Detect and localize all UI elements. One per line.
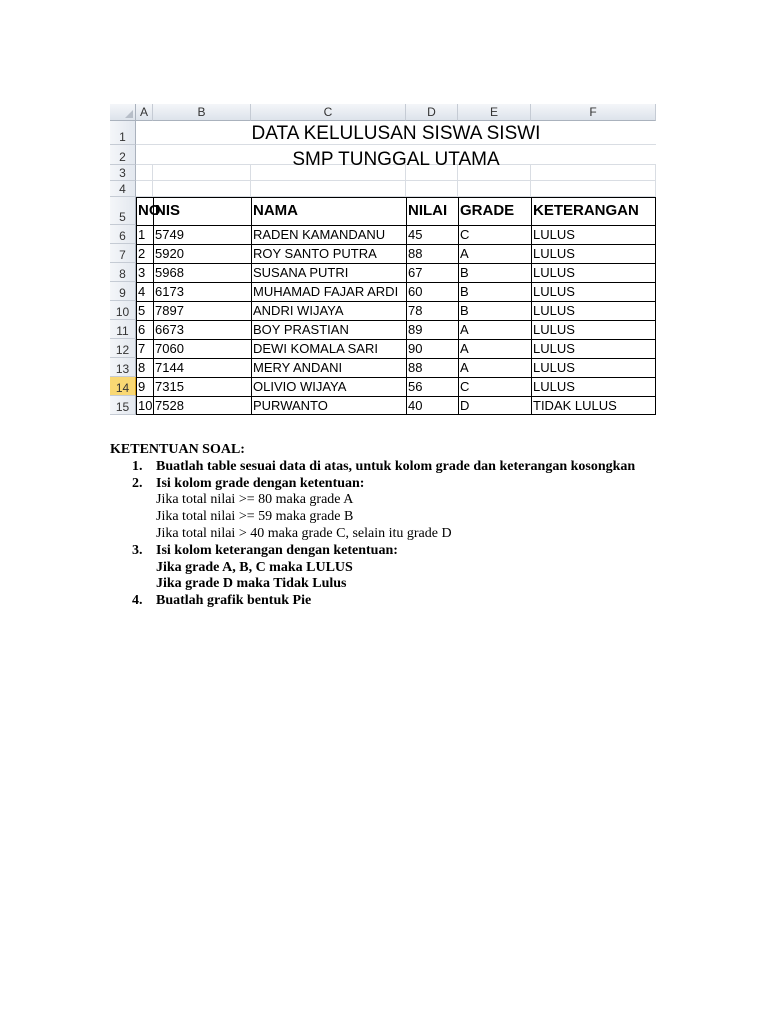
cell-no: 3 (138, 265, 146, 280)
cell-keterangan: LULUS (533, 360, 575, 375)
row-header-13: 13 (110, 358, 136, 377)
row-header-12: 12 (110, 339, 136, 358)
cell-nis: 5920 (155, 246, 184, 261)
cell-keterangan: LULUS (533, 341, 575, 356)
select-all-corner (110, 104, 136, 121)
cell-keterangan: LULUS (533, 246, 575, 261)
cell-grade: B (460, 265, 469, 280)
cell-nama: ANDRI WIJAYA (253, 303, 344, 318)
item-line: Jika total nilai >= 59 maka grade B (156, 509, 354, 525)
cell-nilai: 45 (408, 227, 423, 242)
cell-nis: 7528 (155, 398, 184, 413)
cell-nama: MUHAMAD FAJAR ARDI (253, 284, 399, 299)
item-line: Jika total nilai >= 80 maka grade A (156, 492, 354, 508)
row-header-4: 4 (110, 181, 136, 197)
row-header-10: 10 (110, 301, 136, 320)
row-header-15: 15 (110, 396, 136, 415)
cell-keterangan: LULUS (533, 227, 575, 242)
cell-nilai: 56 (408, 379, 423, 394)
cell-no: 4 (138, 284, 146, 299)
item-title: Isi kolom grade dengan ketentuan: (156, 475, 365, 491)
item-text: Buatlah table sesuai data di atas, untuk kolom grade dan keterangan kosongkan (156, 458, 636, 474)
cell-nama: PURWANTO (253, 398, 328, 413)
cell-nis: 7315 (155, 379, 184, 394)
sheet-title-line1: DATA KELULUSAN SISWA SISWI (251, 123, 541, 144)
cell-grade: A (460, 360, 469, 375)
cell-nilai: 90 (408, 341, 423, 356)
cell-nama: BOY PRASTIAN (253, 322, 349, 337)
cell-nilai: 88 (408, 246, 423, 261)
instruction-item-1 (110, 459, 658, 476)
cell-nilai: 60 (408, 284, 423, 299)
row-header-5: 5 (110, 197, 136, 225)
cell-no: 9 (138, 379, 146, 394)
cell-no: 1 (138, 227, 146, 242)
table-border (136, 414, 656, 415)
table-border (136, 282, 656, 283)
cell-nis: 5749 (155, 227, 184, 242)
cell-nama: SUSANA PUTRI (253, 265, 349, 280)
cell-nis: 6673 (155, 322, 184, 337)
cell-grade: A (460, 246, 469, 261)
cell-nis: 7897 (155, 303, 184, 318)
cell-no: 10 (138, 398, 153, 413)
table-border (136, 320, 656, 321)
column-header-d: D (406, 104, 458, 121)
cell-grade: C (460, 227, 470, 242)
row-header-2: 2 (110, 145, 136, 165)
cell-keterangan: LULUS (533, 265, 575, 280)
cell-keterangan: TIDAK LULUS (533, 398, 617, 413)
instruction-item-3 (110, 543, 658, 593)
row-header-11: 11 (110, 320, 136, 339)
instruction-item-4 (110, 593, 658, 610)
cell-nama: DEWI KOMALA SARI (253, 341, 378, 356)
column-header-c: C (251, 104, 406, 121)
cell-grade: A (460, 322, 469, 337)
cell-grade: A (460, 341, 469, 356)
instruction-item-2 (110, 476, 658, 543)
header-keterangan: KETERANGAN (533, 202, 639, 219)
cell-nis: 7060 (155, 341, 184, 356)
cell-no: 6 (138, 322, 146, 337)
header-nis: NIS (155, 202, 181, 219)
cell-no: 8 (138, 360, 146, 375)
table-border (136, 263, 656, 264)
instructions (110, 442, 658, 610)
spreadsheet-screenshot (110, 104, 656, 422)
column-header-f: F (531, 104, 656, 121)
cell-no: 2 (138, 246, 146, 261)
instructions-heading: KETENTUAN SOAL: (110, 442, 245, 457)
cell-keterangan: LULUS (533, 322, 575, 337)
cell-keterangan: LULUS (533, 303, 575, 318)
table-border (136, 244, 656, 245)
item-number: 4. (132, 593, 143, 609)
row-header-7: 7 (110, 244, 136, 263)
cell-grade: B (460, 303, 469, 318)
row-header-9: 9 (110, 282, 136, 301)
item-number: 3. (132, 542, 143, 558)
table-border (136, 197, 656, 198)
cell-nilai: 67 (408, 265, 423, 280)
table-border (136, 396, 656, 397)
cell-nama: OLIVIO WIJAYA (253, 379, 347, 394)
cell-grade: D (460, 398, 470, 413)
table-border (136, 377, 656, 378)
item-number: 2. (132, 475, 143, 491)
cell-grade: C (460, 379, 470, 394)
column-header-a: A (136, 104, 153, 121)
item-line: Jika total nilai > 40 maka grade C, selain itu grade D (156, 525, 452, 541)
cell-nilai: 78 (408, 303, 423, 318)
item-title: Isi kolom keterangan dengan ketentuan: (156, 542, 398, 558)
item-title: Buatlah grafik bentuk Pie (156, 593, 312, 609)
header-nama: NAMA (253, 202, 298, 219)
table-border (136, 301, 656, 302)
item-line: Jika grade D maka Tidak Lulus (156, 576, 347, 592)
table-border (136, 225, 656, 226)
row-header-6: 6 (110, 225, 136, 244)
row-header-8: 8 (110, 263, 136, 282)
row-header-14: 14 (110, 377, 136, 396)
row-header-1: 1 (110, 121, 136, 145)
header-grade: GRADE (460, 202, 515, 219)
item-line: Jika grade A, B, C maka LULUS (156, 559, 353, 575)
cell-keterangan: LULUS (533, 379, 575, 394)
cell-nilai: 40 (408, 398, 423, 413)
cell-nis: 5968 (155, 265, 184, 280)
row-header-3: 3 (110, 165, 136, 181)
column-header-e: E (458, 104, 531, 121)
sheet-title-line2: SMP TUNGGAL UTAMA (292, 149, 500, 170)
table-border (136, 358, 656, 359)
cell-grade: B (460, 284, 469, 299)
cell-nilai: 89 (408, 322, 423, 337)
cell-nama: RADEN KAMANDANU (253, 227, 386, 242)
cell-nis: 6173 (155, 284, 184, 299)
cell-keterangan: LULUS (533, 284, 575, 299)
cell-nilai: 88 (408, 360, 423, 375)
cell-no: 7 (138, 341, 146, 356)
cell-no: 5 (138, 303, 146, 318)
cell-nama: ROY SANTO PUTRA (253, 246, 377, 261)
cell-nama: MERY ANDANI (253, 360, 343, 375)
header-nilai: NILAI (408, 202, 448, 219)
item-number: 1. (132, 458, 143, 474)
header-no: NO (138, 202, 161, 219)
cell-nis: 7144 (155, 360, 184, 375)
column-header-b: B (153, 104, 251, 121)
table-border (655, 197, 656, 415)
table-border (136, 339, 656, 340)
gridline (136, 180, 656, 181)
